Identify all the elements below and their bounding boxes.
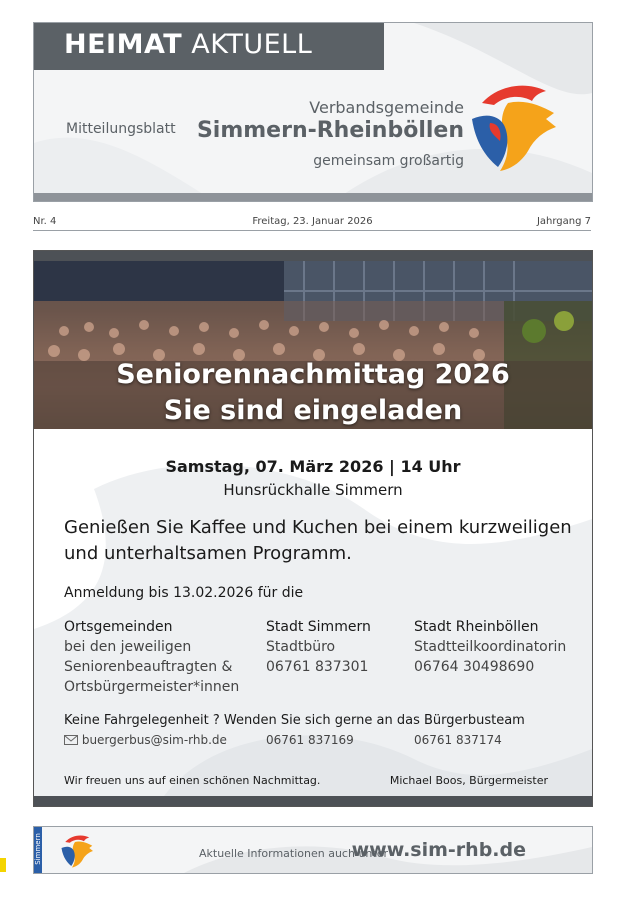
transport-email-row [64,733,227,747]
org-line1: Verbandsgemeinde [309,98,464,117]
footer-info-text: Aktuelle Informationen auch unter [198,847,388,860]
lion-crest-icon [60,833,96,869]
org-line2: Simmern-Rheinböllen [196,118,464,143]
contact-heading: Ortsgemeinden [64,619,173,635]
poster-top-bar [34,251,592,261]
masthead-title-bar [34,23,384,70]
contact-phone: 06764 30498690 [414,659,535,675]
contact-line: Seniorenbeauftragten & [64,659,233,675]
masthead [33,22,593,202]
footer-side-label: Simmern [34,833,42,865]
org-slogan: gemeinsam großartig [313,153,464,169]
poster-body [34,429,592,796]
lion-crest-icon [468,79,564,175]
issue-number: Nr. 4 [33,216,57,227]
event-poster [33,250,593,807]
contact-line: Stadtbüro [266,639,336,655]
intro-line1: Genießen Sie Kaffee und Kuchen bei einem kurzweiligen [64,517,572,538]
envelope-icon [64,735,78,745]
transport-phone: 06761 837169 [266,733,354,747]
contact-line: Stadtteilkoordinatorin [414,639,567,655]
poster-headline-line2: Sie sind eingeladen [163,395,463,426]
poster-bottom-bar [34,796,592,806]
transport-heading: Keine Fahrgelegenheit ? Wenden Sie sich gerne an das Bürgerbusteam [64,713,525,728]
issue-date: Freitag, 23. Januar 2026 [252,216,373,227]
masthead-title: HEIMAT AKTUELL [64,29,313,60]
registration-note: Anmeldung bis 13.02.2026 für die [64,585,304,601]
transport-phone: 06761 837174 [414,733,502,747]
edge-marker [0,858,6,872]
contact-line: bei den jeweiligen [64,639,192,655]
closing-text: Wir freuen uns auf einen schönen Nachmittag. [64,774,321,787]
footer-url-link[interactable]: www.sim-rhb.de [351,839,526,861]
contact-phone: 06761 837301 [266,659,369,675]
event-location: Hunsrückhalle Simmern [223,481,403,499]
transport-email[interactable]: buergerbus@sim-rhb.de [81,733,227,747]
contact-heading: Stadt Rheinböllen [414,619,539,635]
intro-line2: und unterhaltsamen Programm. [64,543,352,564]
organisation-block [197,98,464,169]
meta-divider [33,230,591,231]
event-datetime: Samstag, 07. März 2026 | 14 Uhr [165,457,461,476]
masthead-bottom-bar [34,193,592,201]
audience-hall-photo [34,261,592,429]
poster-headline-line1: Seniorennachmittag 2026 [116,359,510,390]
signature: Michael Boos, Bürgermeister [389,774,548,787]
contact-heading: Stadt Simmern [266,619,371,635]
issue-volume: Jahrgang 7 [536,216,591,227]
contact-line: Ortsbürgermeister*innen [64,679,240,695]
masthead-subtitle: Mitteilungsblatt [66,121,176,137]
footer-banner [33,826,593,874]
